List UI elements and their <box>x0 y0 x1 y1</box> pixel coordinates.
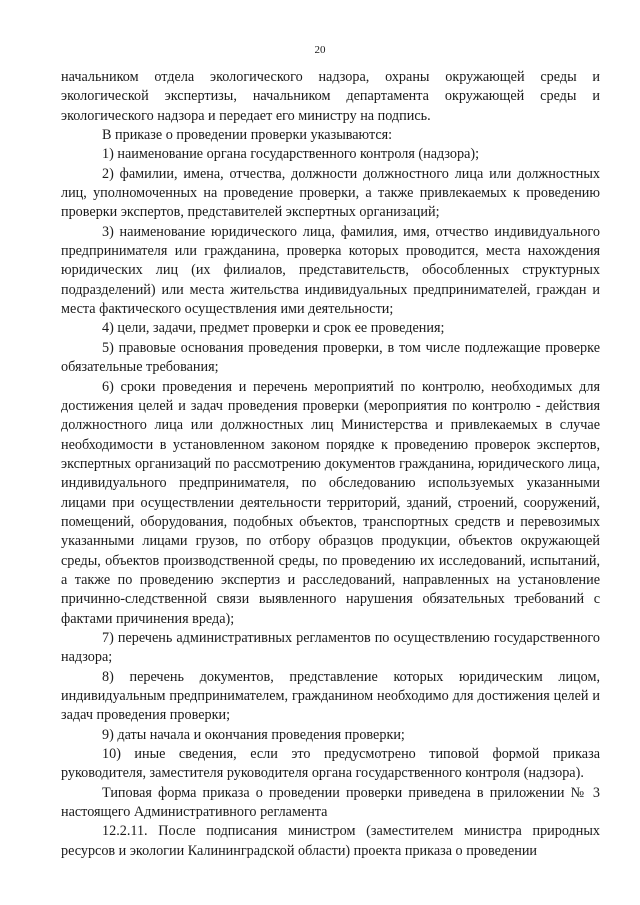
paragraph-12-2-11: 12.2.11. После подписания министром (заместителем министра природных ресурсов и экологии Калининградской области) проекта приказа о проведении <box>61 823 600 859</box>
list-item-4: 4) цели, задачи, предмет проверки и срок ее проведения; <box>102 320 445 337</box>
list-item-1: 1) наименование органа государственного контроля (надзора); <box>102 146 480 163</box>
paragraph-template-form: Типовая форма приказа о проведении проверки приведена в приложении № 3 настоящего Административного регламента <box>61 784 600 821</box>
paragraph-intro-continuation: начальником отдела экологического надзора, охраны окружающей среды и экологической экспертизы, начальником департамента окружающей среды и экологического надзора и передает его министру на подпись. <box>61 69 600 124</box>
page-number: 20 <box>314 44 326 56</box>
list-item-8: 8) перечень документов, представление которых юридическим лицом, индивидуальным предпринимателем, гражданином необходимо для достижения целей и задач проведения проверки; <box>61 668 600 724</box>
list-item-6: 6) сроки проведения и перечень мероприятий по контролю, необходимых для достижения целей и задач проведения проверки (мероприятия по контролю - действия должностного лица или должностных лиц Министерства и привлекаемых в случае необходимости в установленном законом порядке к проведению проверок экспертов, экспертных организаций по рассмотрению документов гражданина, юридического лица, индивидуального предпринимателя, по обследованию используемых указанными лицами при осуществлении деятельности территорий, зданий, строений, сооружений, помещений, оборудования, подобных объектов, транспортных средств и перевозимых указанными лицами грузов, по отбору образцов продукции, объектов окружающей среды, объектов производственной среды, по проведению их исследований, испытаний, а также по проведению экспертиз и расследований, направленных на установление причинно-следственной связи выявленного нарушения обязательных требований с фактами причинения вреда); <box>61 378 600 627</box>
list-item-5: 5) правовые основания проведения проверки, в том числе подлежащие проверке обязательные требования; <box>61 339 600 376</box>
list-item-2: 2) фамилии, имена, отчества, должности должностного лица или должностных лиц, уполномоченных на проведение проверки, а также привлекаемых к проведению проверки экспертов, представителей экспертных организаций; <box>61 165 600 221</box>
list-item-9: 9) даты начала и окончания проведения проверки; <box>102 726 405 743</box>
paragraph-order-contents-heading: В приказе о проведении проверки указываются: <box>102 127 393 144</box>
list-item-7: 7) перечень административных регламентов по осуществлению государственного надзора; <box>61 629 600 666</box>
list-item-3: 3) наименование юридического лица, фамилия, имя, отчество индивидуального предпринимателя или гражданина, проверка которых проводится, места нахождения юридических лиц (их филиалов, представительств, обособленных структурных подразделений) или места жительства индивидуальных предпринимателей, граждан и места фактического осуществления ими деятельности; <box>61 223 600 318</box>
document-body <box>61 68 600 861</box>
list-item-10: 10) иные сведения, если это предусмотрено типовой формой приказа руководителя, заместителя руководителя органа государственного контроля (надзора). <box>61 746 600 782</box>
